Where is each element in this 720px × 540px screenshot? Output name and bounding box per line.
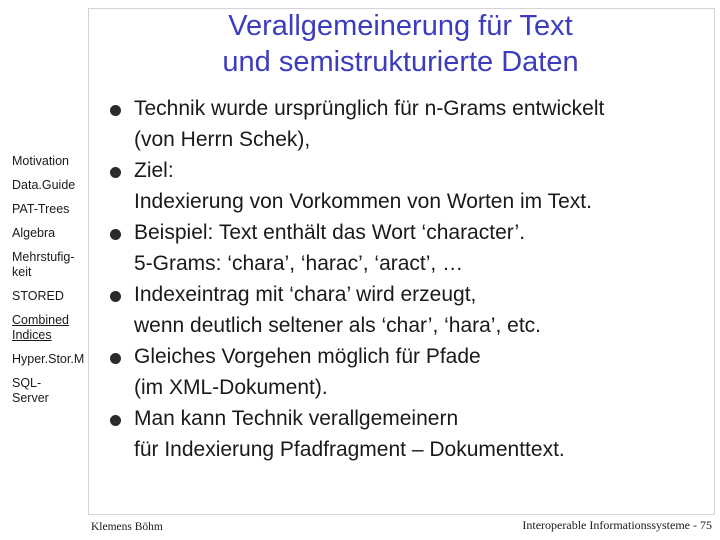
bullet-dot-icon	[110, 415, 121, 426]
bullet-dot-icon	[110, 291, 121, 302]
bullet-item: Man kann Technik verallgemeinern für Indexierung Pfadfragment – Dokumenttext.	[108, 403, 708, 465]
sidebar-item-hyper-stor-m[interactable]: Hyper.Stor.M	[12, 352, 85, 366]
sidebar-item-algebra[interactable]: Algebra	[12, 226, 56, 240]
bullet-item: Gleiches Vorgehen möglich für Pfade (im XML-Dokument).	[108, 341, 708, 403]
bullet-list	[108, 93, 708, 465]
sidebar-item-stored[interactable]: STORED	[12, 289, 64, 303]
sidebar-item-data-guide[interactable]: Data.Guide	[12, 178, 76, 192]
bullet-item: Ziel: Indexierung von Vorkommen von Worten im Text.	[108, 155, 708, 217]
bullet-dot-icon	[110, 105, 121, 116]
sidebar-item-sql-server[interactable]: SQL- Server	[12, 376, 49, 405]
sidebar-item-motivation[interactable]: Motivation	[12, 154, 69, 168]
footer-course-page: Interoperable Informationssysteme - 75	[522, 518, 712, 532]
bullet-item: Technik wurde ursprünglich für n-Grams entwickelt (von Herrn Schek),	[108, 93, 708, 155]
footer-author: Klemens Böhm	[91, 521, 163, 533]
slide-title	[88, 8, 713, 80]
slide-title-line-1: Verallgemeinerung für Text	[228, 10, 573, 42]
sidebar-item-combined-indices[interactable]: Combined Indices	[12, 313, 69, 342]
bullet-dot-icon	[110, 229, 121, 240]
bullet-dot-icon	[110, 353, 121, 364]
slide-title-line-2: und semistrukturierte Daten	[222, 46, 579, 78]
sidebar-item-mehrstufigkeit[interactable]: Mehrstufig- keit	[12, 250, 75, 279]
bullet-dot-icon	[110, 167, 121, 178]
bullet-item: Indexeintrag mit ‘chara’ wird erzeugt, wenn deutlich seltener als ‘char’, ‘hara’, etc.	[108, 279, 708, 341]
sidebar-item-pat-trees[interactable]: PAT-Trees	[12, 202, 70, 216]
bullet-item: Beispiel: Text enthält das Wort ‘character’. 5-Grams: ‘chara’, ‘harac’, ‘aract’, …	[108, 217, 708, 279]
